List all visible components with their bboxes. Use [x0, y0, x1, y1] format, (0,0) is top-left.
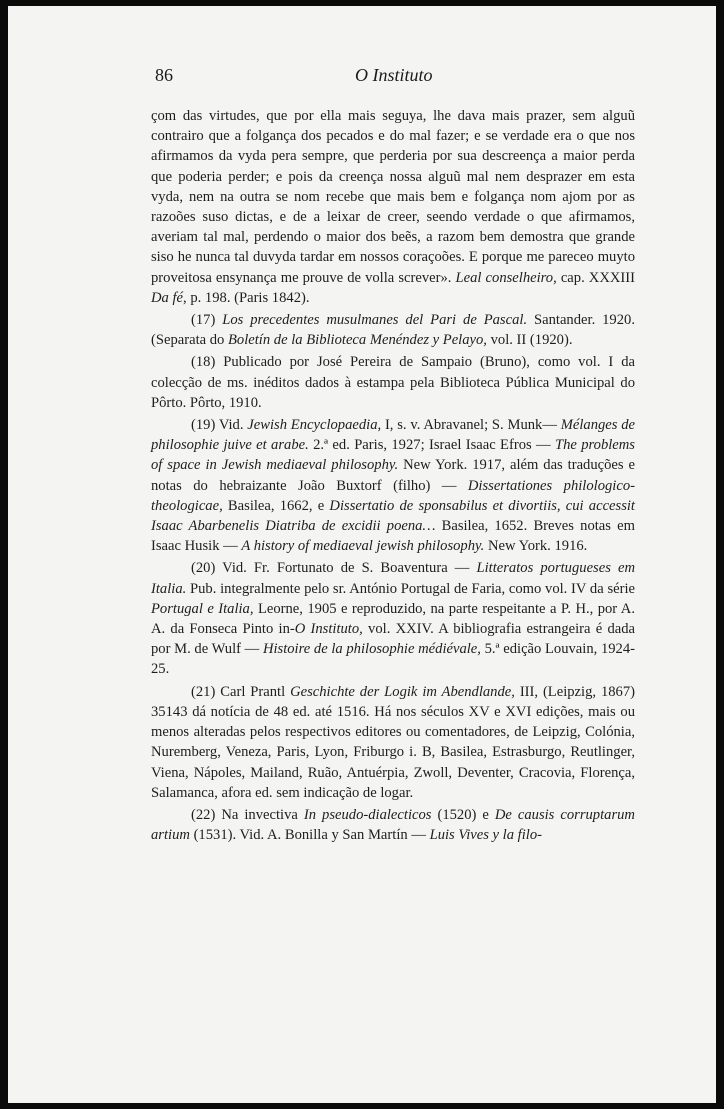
footnote-marker: (18)	[191, 354, 216, 371]
italic-title: Geschichte der Logik im Abendlande,	[290, 683, 515, 700]
italic-title: De causis corruptarum artium	[151, 806, 635, 844]
footnote-21	[151, 682, 635, 803]
text-run: Vid.	[218, 417, 248, 434]
italic-title: Da fé	[151, 289, 184, 306]
italic-title: Luis Vives y la filo-	[429, 827, 542, 844]
text-run: I, s. v. Abravanel; S. Munk—	[381, 417, 561, 434]
footnote-18	[151, 352, 635, 413]
text-run: Santander. 1920. (Separata do	[151, 312, 635, 349]
page-body	[151, 106, 635, 845]
running-title: O Instituto	[355, 65, 433, 85]
text-run: New York. 1916.	[484, 538, 588, 555]
footnote-marker: (20)	[191, 560, 216, 577]
text-run: New York. 1917, além das traduções e notas do hebraizante João Buxtorf (filho) —	[151, 457, 635, 494]
text-run: Leorne, 1905 e reproduzido, na parte respeitante a P. H., por A. A. da Fonseca Pinto in-	[151, 600, 635, 638]
text-run: Publicado por José Pereira de Sampaio (Bruno), como vol. I da colecção de ms. inéditos dados à estampa pela Biblioteca Pública Municipal do Pôrto. Pôrto, 1910.	[151, 354, 635, 411]
italic-title: Dissertatio de sponsabilus et divortiis, cui accessit Isaac Abarbenelis Diatriba de excidii poena…	[151, 497, 635, 535]
footnote-marker: (19)	[191, 417, 216, 434]
italic-title: Litteratos portugueses em Italia.	[151, 560, 635, 597]
text-run: 5.ª edição Louvain, 1924-25.	[151, 641, 635, 678]
italic-title: Histoire de la philosophie médiévale,	[262, 641, 481, 658]
italic-title: Boletín de la Biblioteca Menéndez y Pelayo,	[228, 332, 487, 349]
text-run: vol. II (1920).	[486, 332, 573, 349]
text-run: 2.ª ed. Paris, 1927; Israel Isaac Efros —	[308, 437, 555, 454]
text-run: Na invectiva	[221, 806, 304, 823]
footnote-marker: (22)	[191, 806, 216, 823]
footnote-17	[151, 310, 635, 350]
text-run: çom das virtudes, que por ella mais seguya, lhe dava mais prazer, sem alguũ contrairo que a folgança dos pecados e do mal fazer; e se verdade era o que nos afirmamos da vyda pera sempre, que perderia por sua descreença a maior perda que poderia perder; e pois da creença nossa alguũ mal nem desprazer em esta vyda, nem na outra se nom recebe que mais bem e folgança nom ajom por as razoões suso dictas, e de a leixar de creer, seendo verdade o que afirmamos, averiam tal mal, perdendo o maior dos beẽs, a razom bem demostra que grande siso he nunca tal duvyda tardar em nossos coraçoões. E porque me pareceo muyto proveitosa ensynança me prouve de volla screver».	[151, 108, 635, 286]
text-run: Pub. integralmente pelo sr. António Portugal de Faria, como vol. IV da série	[186, 580, 635, 597]
footnote-marker: (17)	[191, 312, 216, 329]
italic-title: Leal conselheiro	[455, 269, 554, 286]
italic-title: A history of mediaeval jewish philosophy.	[241, 538, 485, 555]
text-run: , p. 198. (Paris 1842).	[183, 289, 310, 306]
footnote-marker: (21)	[191, 683, 216, 700]
italic-title: O Instituto,	[294, 621, 363, 638]
italic-title: Portugal e Italia,	[151, 600, 254, 617]
italic-title: Dissertationes philologico-theologicae,	[151, 477, 635, 514]
footnote-22	[151, 805, 635, 845]
footnote-20	[151, 558, 635, 679]
text-run: Basilea, 1652. Breves notas em Isaac Husik —	[151, 518, 635, 555]
text-run: vol. XXIV. A bibliografia estrangeira é dada por M. de Wulf —	[151, 621, 635, 658]
italic-title: Mélanges de philosophie juive et arabe.	[151, 417, 636, 454]
page-number: 86	[155, 65, 173, 85]
text-run: (1531). Vid. A. Bonilla y San Martín —	[189, 827, 430, 844]
book-page	[8, 6, 716, 1103]
italic-title: In pseudo-dialecticos	[303, 806, 432, 823]
text-run: Basilea, 1662, e	[222, 497, 330, 514]
footnote-19	[151, 415, 635, 556]
italic-title: Los precedentes musulmanes del Pari de Pascal.	[222, 312, 528, 329]
text-run: Vid. Fr. Fortunato de S. Boaventura —	[222, 560, 477, 577]
text-run: III, (Leipzig, 1867) 35143 dá notícia de 48 ed. até 1516. Há nos séculos XV e XVI edições, mais ou menos alteradas pelos respectivos editores ou comentadores, de Leipzig, Colónia, Nuremberg, Veneza, Paris, Lyon, Friburgo i. B, Basilea, Estrasburgo, Reutlinger, Viena, Nápoles, Mailand, Ruão, Antuérpia, Zwoll, Deventer, Cracovia, Florença, Salamanca, afora ed. sem indicação de logar.	[151, 683, 635, 801]
paragraph-continuation	[151, 106, 635, 308]
text-run: (1520) e	[431, 806, 495, 823]
italic-title: The problems of space in Jewish mediaeval philosophy.	[151, 437, 635, 474]
text-run: Carl Prantl	[220, 683, 291, 700]
italic-title: Jewish Encyclopaedia,	[247, 417, 382, 434]
text-run: , cap. XXXIII	[553, 269, 635, 286]
